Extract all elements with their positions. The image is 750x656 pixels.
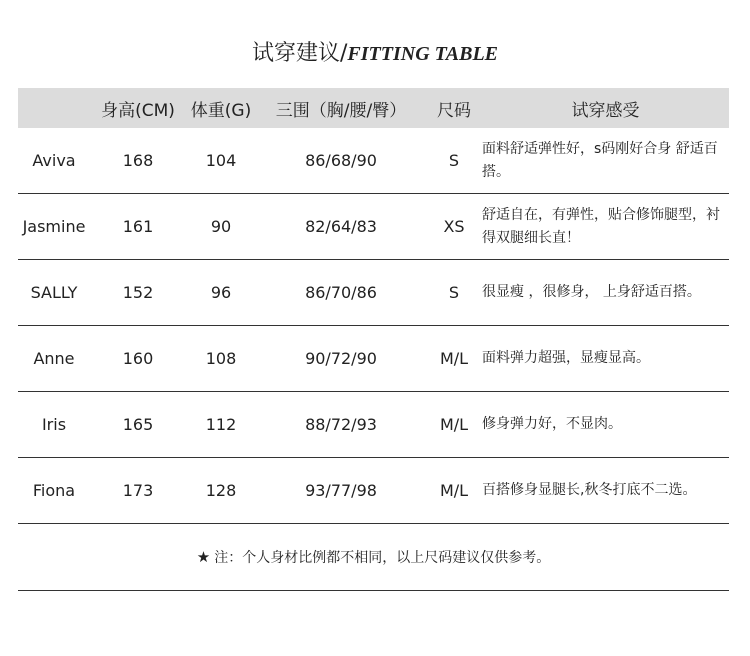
footnote-text: 注：个人身材比例都不相同，以上尺码建议仅供参考。 — [214, 550, 551, 566]
table-row — [18, 326, 729, 392]
header-weight: 体重(G) — [190, 100, 252, 121]
cell-height: 160 — [122, 349, 154, 368]
cell-size: S — [448, 283, 460, 302]
cell-weight: 128 — [205, 481, 237, 500]
cell-weight: 90 — [210, 217, 232, 236]
star-icon: ★ — [196, 548, 211, 566]
title-english: FITTING TABLE — [347, 43, 498, 65]
cell-size: M/L — [439, 481, 469, 500]
cell-feeling: 舒适自在，有弹性，贴合修饰腿型，衬得双腿细长直！ — [482, 206, 720, 246]
header-feeling: 试穿感受 — [571, 100, 640, 121]
header-height: 身高(CM) — [101, 100, 175, 121]
cell-feeling: 面料舒适弹性好，s码刚好合身 舒适百搭。 — [482, 140, 718, 180]
header-name — [18, 88, 90, 128]
table-header — [18, 88, 729, 128]
title-chinese: 试穿建议/ — [252, 41, 348, 66]
header-measurements: 三围（胸/腰/臀） — [275, 100, 407, 121]
cell-size: M/L — [439, 349, 469, 368]
cell-feeling: 面料弹力超强，显瘦显高。 — [482, 350, 650, 366]
cell-size: S — [448, 151, 460, 170]
cell-feeling: 百搭修身显腿长,秋冬打底不二选。 — [482, 482, 697, 498]
page-title — [0, 36, 750, 67]
cell-name: Anne — [33, 349, 75, 368]
cell-size: M/L — [439, 415, 469, 434]
cell-feeling: 很显瘦 ，很修身， 上身舒适百搭。 — [482, 284, 701, 300]
cell-height: 173 — [122, 481, 154, 500]
cell-measurements: 86/70/86 — [305, 283, 377, 302]
cell-measurements: 86/68/90 — [305, 151, 377, 170]
header-size: 尺码 — [437, 100, 471, 121]
cell-weight: 96 — [210, 283, 232, 302]
cell-name: SALLY — [30, 283, 78, 302]
table-row — [18, 194, 729, 260]
table-row — [18, 458, 729, 524]
cell-weight: 104 — [205, 151, 237, 170]
cell-measurements: 90/72/90 — [305, 349, 377, 368]
table-row — [18, 260, 729, 326]
footnote — [18, 524, 729, 591]
table-row — [18, 392, 729, 458]
cell-name: Iris — [41, 415, 67, 434]
cell-size: XS — [443, 217, 465, 236]
cell-height: 152 — [122, 283, 154, 302]
cell-measurements: 88/72/93 — [305, 415, 377, 434]
cell-height: 168 — [122, 151, 154, 170]
cell-measurements: 82/64/83 — [305, 217, 377, 236]
cell-feeling: 修身弹力好，不显肉。 — [482, 416, 622, 432]
cell-weight: 112 — [205, 415, 237, 434]
cell-name: Aviva — [32, 151, 76, 170]
cell-name: Fiona — [32, 481, 76, 500]
cell-height: 165 — [122, 415, 154, 434]
table-row — [18, 128, 729, 194]
cell-name: Jasmine — [22, 217, 86, 236]
cell-height: 161 — [122, 217, 154, 236]
cell-measurements: 93/77/98 — [305, 481, 377, 500]
cell-weight: 108 — [205, 349, 237, 368]
